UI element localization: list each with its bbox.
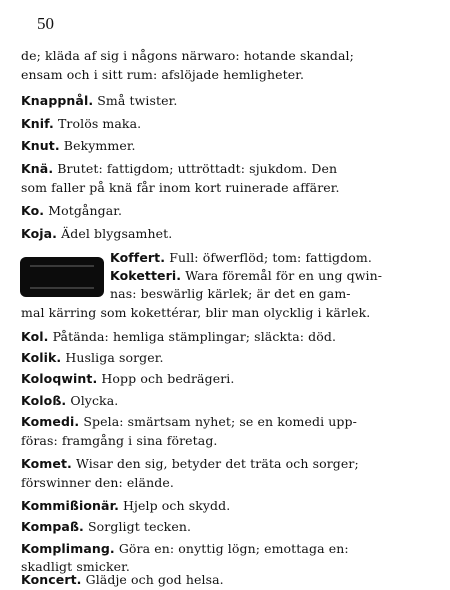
definition: som faller på knä får inom kort ruinerade affärer. (21, 180, 340, 195)
headword: Knä. (21, 161, 54, 176)
entry-line (21, 519, 441, 535)
entry-line (21, 393, 441, 409)
definition: Olycka. (70, 393, 119, 408)
definition: Sorgligt tecken. (87, 519, 192, 534)
definition: Göra en: onyttig lögn; emottaga en: (118, 541, 349, 556)
entry-line (21, 203, 441, 219)
entry-line (21, 305, 441, 321)
entry-line (21, 350, 441, 366)
headword: Koja. (21, 226, 58, 241)
definition: Trolös maka. (57, 116, 142, 131)
definition: skadligt smicker. (21, 559, 130, 574)
entry-line (110, 268, 440, 284)
definition: Ädel blygsamhet. (61, 226, 173, 241)
headword: Koketteri. (110, 268, 182, 283)
definition: Wisar den sig, betyder det träta och sorger; (75, 456, 359, 471)
definition: Wara föremål för en ung qwin- (185, 268, 383, 283)
entry-line (21, 572, 441, 588)
definition: Bekymmer. (63, 138, 136, 153)
definition: Full: öfwerflöd; tom: fattigdom. (169, 250, 372, 265)
entry-line (21, 67, 441, 83)
headword: Komplimang. (21, 541, 115, 556)
definition: Glädje och god helsa. (85, 572, 224, 587)
headword: Kol. (21, 329, 49, 344)
headword: Knif. (21, 116, 54, 131)
definition: nas: beswärlig kärlek; är det en gam- (110, 286, 351, 301)
entry-line (21, 93, 441, 109)
headword: Knappnål. (21, 93, 94, 108)
entry-line (21, 329, 441, 345)
entry-line (21, 414, 441, 430)
page-number: 50 (37, 14, 54, 33)
definition: Hjelp och skydd. (123, 498, 231, 513)
headword: Koncert. (21, 572, 82, 587)
entry-line (21, 498, 441, 514)
headword: Kolik. (21, 350, 62, 365)
definition: Påtända: hemliga stämplingar; släckta: död. (52, 329, 337, 344)
headword: Kommißionär. (21, 498, 119, 513)
entry-line (21, 116, 441, 132)
entry-line (21, 48, 441, 64)
entry-line (21, 180, 441, 196)
definition: mal kärring som kokettérar, blir man olycklig i kärlek. (21, 305, 371, 320)
entry-line (21, 371, 441, 387)
definition: Små twister. (97, 93, 178, 108)
headword: Ko. (21, 203, 45, 218)
headword: Koffert. (110, 250, 166, 265)
entry-line (110, 250, 440, 266)
headword: Koloß. (21, 393, 67, 408)
entry-line (21, 138, 441, 154)
entry-line (21, 456, 441, 472)
definition: Motgångar. (48, 203, 123, 218)
headword: Kompaß. (21, 519, 84, 534)
definition: förswinner den: elände. (21, 475, 174, 490)
trunk-illustration (20, 257, 104, 297)
headword: Komet. (21, 456, 72, 471)
headword: Koloqwint. (21, 371, 98, 386)
definition: Spela: smärtsam nyhet; se en komedi upp- (83, 414, 357, 429)
entry-line (21, 433, 441, 449)
definition: de; kläda af sig i någons närwaro: hotande skandal; (21, 48, 354, 63)
definition: Hopp och bedrägeri. (101, 371, 235, 386)
entry-line (21, 541, 441, 557)
entry-line (21, 161, 441, 177)
definition: Brutet: fattigdom; uttröttadt: sjukdom. Den (57, 161, 338, 176)
entry-line (21, 475, 441, 491)
entry-line (21, 226, 441, 242)
definition: ensam och i sitt rum: afslöjade hemligheter. (21, 67, 305, 82)
definition: föras: framgång i sina företag. (21, 433, 218, 448)
definition: Husliga sorger. (65, 350, 164, 365)
headword: Komedi. (21, 414, 80, 429)
headword: Knut. (21, 138, 60, 153)
entry-line (110, 286, 440, 302)
